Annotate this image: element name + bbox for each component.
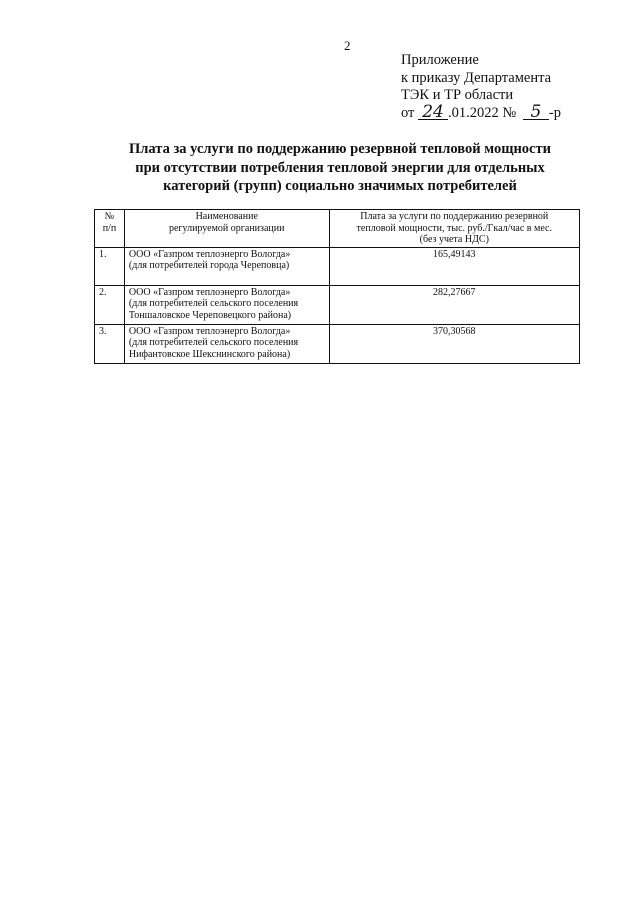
order-prefix: от (401, 104, 419, 121)
appendix-block (401, 52, 561, 122)
organization-scope: (для потребителей сельского поселения (128, 298, 299, 309)
handwritten-order-day: 24 (418, 105, 448, 120)
organization-name: ООО «Газпром теплоэнерго Вологда» (128, 325, 291, 337)
header-number (95, 210, 125, 248)
header-number-line-2: п/п (102, 222, 117, 234)
row-number: 3. (95, 324, 125, 363)
appendix-order-date (401, 101, 561, 123)
title-line-2: при отсутствии потребления тепловой энергии для отдельных (135, 159, 545, 176)
table-header-row (95, 210, 580, 248)
row-fee-value: 370,30568 (329, 324, 579, 363)
header-number-line-1: № (104, 211, 115, 222)
row-number: 1. (95, 247, 125, 285)
appendix-authority: ТЭК и ТР области (401, 87, 514, 103)
handwritten-order-number: 5 (523, 105, 549, 120)
header-organization (124, 210, 329, 248)
header-fee-line-3: (без учета НДС) (419, 234, 489, 245)
appendix-title: Приложение (401, 52, 479, 68)
order-date-rest: .01.2022 № (448, 104, 520, 121)
title-line-1: Плата за услуги по поддержанию резервной тепловой мощности (129, 141, 551, 157)
row-fee-value: 282,27667 (329, 285, 579, 324)
header-fee-line-2: тепловой мощности, тыс. руб./Гкал/час в мес. (356, 222, 552, 234)
table-row (95, 324, 580, 363)
row-organization (124, 324, 329, 363)
tariff-table (94, 209, 580, 364)
organization-scope-area: Нифантовское Шекснинского района) (128, 348, 291, 360)
header-organization-line-2: регулируемой организации (168, 222, 285, 234)
row-organization (124, 247, 329, 285)
document-title (95, 140, 585, 196)
header-organization-line-1: Наименование (195, 211, 258, 222)
organization-name: ООО «Газпром теплоэнерго Вологда» (128, 248, 291, 260)
appendix-order-ref: к приказу Департамента (401, 69, 552, 86)
organization-scope-area: Тоншаловское Череповецкого района) (128, 309, 292, 321)
header-fee-line-1: Плата за услуги по поддержанию резервной (360, 211, 549, 222)
header-fee (329, 210, 579, 248)
row-fee-value: 165,49143 (329, 247, 579, 285)
table-row (95, 247, 580, 285)
title-line-3: категорий (групп) социально значимых потребителей (163, 178, 517, 194)
row-organization (124, 285, 329, 324)
order-suffix: -р (548, 104, 561, 121)
row-number: 2. (95, 285, 125, 324)
organization-scope: (для потребителей сельского поселения (128, 337, 299, 348)
organization-name: ООО «Газпром теплоэнерго Вологда» (128, 286, 291, 298)
table-row (95, 285, 580, 324)
organization-scope: (для потребителей города Череповца) (128, 260, 290, 271)
page-number: 2 (344, 38, 351, 53)
